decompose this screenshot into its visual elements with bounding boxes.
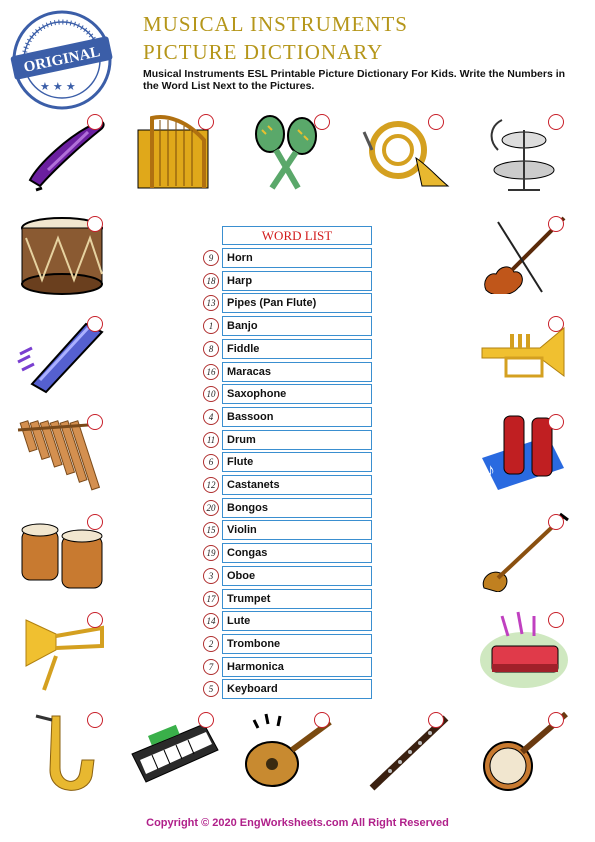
word-number: 16 xyxy=(203,364,219,380)
word-label: Maracas xyxy=(222,362,372,382)
word-label: Harp xyxy=(222,271,372,291)
word-number: 19 xyxy=(203,545,219,561)
answer-circle[interactable] xyxy=(428,712,444,728)
answer-circle[interactable] xyxy=(87,712,103,728)
word-list-row xyxy=(203,407,374,427)
word-label: Bongos xyxy=(222,498,372,518)
word-label: Fiddle xyxy=(222,339,372,359)
word-number: 18 xyxy=(203,273,219,289)
original-stamp-icon xyxy=(10,8,114,112)
word-list-row xyxy=(203,611,374,631)
answer-circle[interactable] xyxy=(87,216,103,232)
word-list-row xyxy=(203,316,374,336)
word-label: Castanets xyxy=(222,475,372,495)
word-number: 3 xyxy=(203,568,219,584)
word-number: 1 xyxy=(203,318,219,334)
word-list-row xyxy=(203,634,374,654)
word-label: Trumpet xyxy=(222,589,372,609)
word-list-row xyxy=(203,248,374,268)
svg-text:★ ★ ★: ★ ★ ★ xyxy=(40,81,76,93)
answer-circle[interactable] xyxy=(548,414,564,430)
svg-text:♪: ♪ xyxy=(486,460,495,480)
word-number: 14 xyxy=(203,613,219,629)
word-list-row xyxy=(203,520,374,540)
word-list-row xyxy=(203,543,374,563)
page-title-line2: PICTURE DICTIONARY xyxy=(143,40,384,64)
page-title-line1: MUSICAL INSTRUMENTS xyxy=(143,12,408,36)
word-label: Congas xyxy=(222,543,372,563)
word-label: Drum xyxy=(222,430,372,450)
answer-circle[interactable] xyxy=(198,114,214,130)
answer-circle[interactable] xyxy=(548,114,564,130)
word-list-row xyxy=(203,589,374,609)
word-label: Violin xyxy=(222,520,372,540)
answer-circle[interactable] xyxy=(87,414,103,430)
word-list-title: WORD LIST xyxy=(222,226,372,245)
word-label: Lute xyxy=(222,611,372,631)
word-label: Banjo xyxy=(222,316,372,336)
word-list-row xyxy=(203,271,374,291)
word-number: 15 xyxy=(203,522,219,538)
word-number: 4 xyxy=(203,409,219,425)
word-list-row xyxy=(203,657,374,677)
word-list-row xyxy=(203,384,374,404)
word-list-row xyxy=(203,679,374,699)
word-list-row xyxy=(203,339,374,359)
word-label: Harmonica xyxy=(222,657,372,677)
word-number: 12 xyxy=(203,477,219,493)
instructions: Musical Instruments ESL Printable Picture Dictionary For Kids. Write the Numbers in the Word List Next to the Pictures. xyxy=(143,68,566,92)
answer-circle[interactable] xyxy=(548,514,564,530)
stamp-label: ORIGINAL xyxy=(22,44,102,76)
copyright-footer: Copyright © 2020 EngWorksheets.com All Right Reserved xyxy=(146,817,449,829)
word-list-row xyxy=(203,362,374,382)
word-list-row xyxy=(203,452,374,472)
word-number: 5 xyxy=(203,681,219,697)
word-label: Bassoon xyxy=(222,407,372,427)
word-number: 6 xyxy=(203,454,219,470)
answer-circle[interactable] xyxy=(428,114,444,130)
word-label: Trombone xyxy=(222,634,372,654)
word-number: 17 xyxy=(203,591,219,607)
word-label: Flute xyxy=(222,452,372,472)
answer-circle[interactable] xyxy=(314,712,330,728)
word-list-row xyxy=(203,430,374,450)
answer-circle[interactable] xyxy=(87,114,103,130)
word-label: Keyboard xyxy=(222,679,372,699)
answer-circle[interactable] xyxy=(548,216,564,232)
answer-circle[interactable] xyxy=(548,316,564,332)
word-number: 10 xyxy=(203,386,219,402)
answer-circle[interactable] xyxy=(314,114,330,130)
word-label: Horn xyxy=(222,248,372,268)
word-list-row xyxy=(203,498,374,518)
answer-circle[interactable] xyxy=(87,612,103,628)
answer-circle[interactable] xyxy=(87,316,103,332)
word-number: 7 xyxy=(203,659,219,675)
answer-circle[interactable] xyxy=(548,712,564,728)
answer-circle[interactable] xyxy=(198,712,214,728)
word-label: Pipes (Pan Flute) xyxy=(222,293,372,313)
word-number: 2 xyxy=(203,636,219,652)
word-number: 13 xyxy=(203,295,219,311)
word-label: Saxophone xyxy=(222,384,372,404)
answer-circle[interactable] xyxy=(87,514,103,530)
word-number: 9 xyxy=(203,250,219,266)
answer-circle[interactable] xyxy=(548,612,564,628)
word-number: 8 xyxy=(203,341,219,357)
word-label: Oboe xyxy=(222,566,372,586)
word-list-row xyxy=(203,293,374,313)
word-number: 11 xyxy=(203,432,219,448)
word-list-row xyxy=(203,566,374,586)
word-number: 20 xyxy=(203,500,219,516)
word-list-row xyxy=(203,475,374,495)
